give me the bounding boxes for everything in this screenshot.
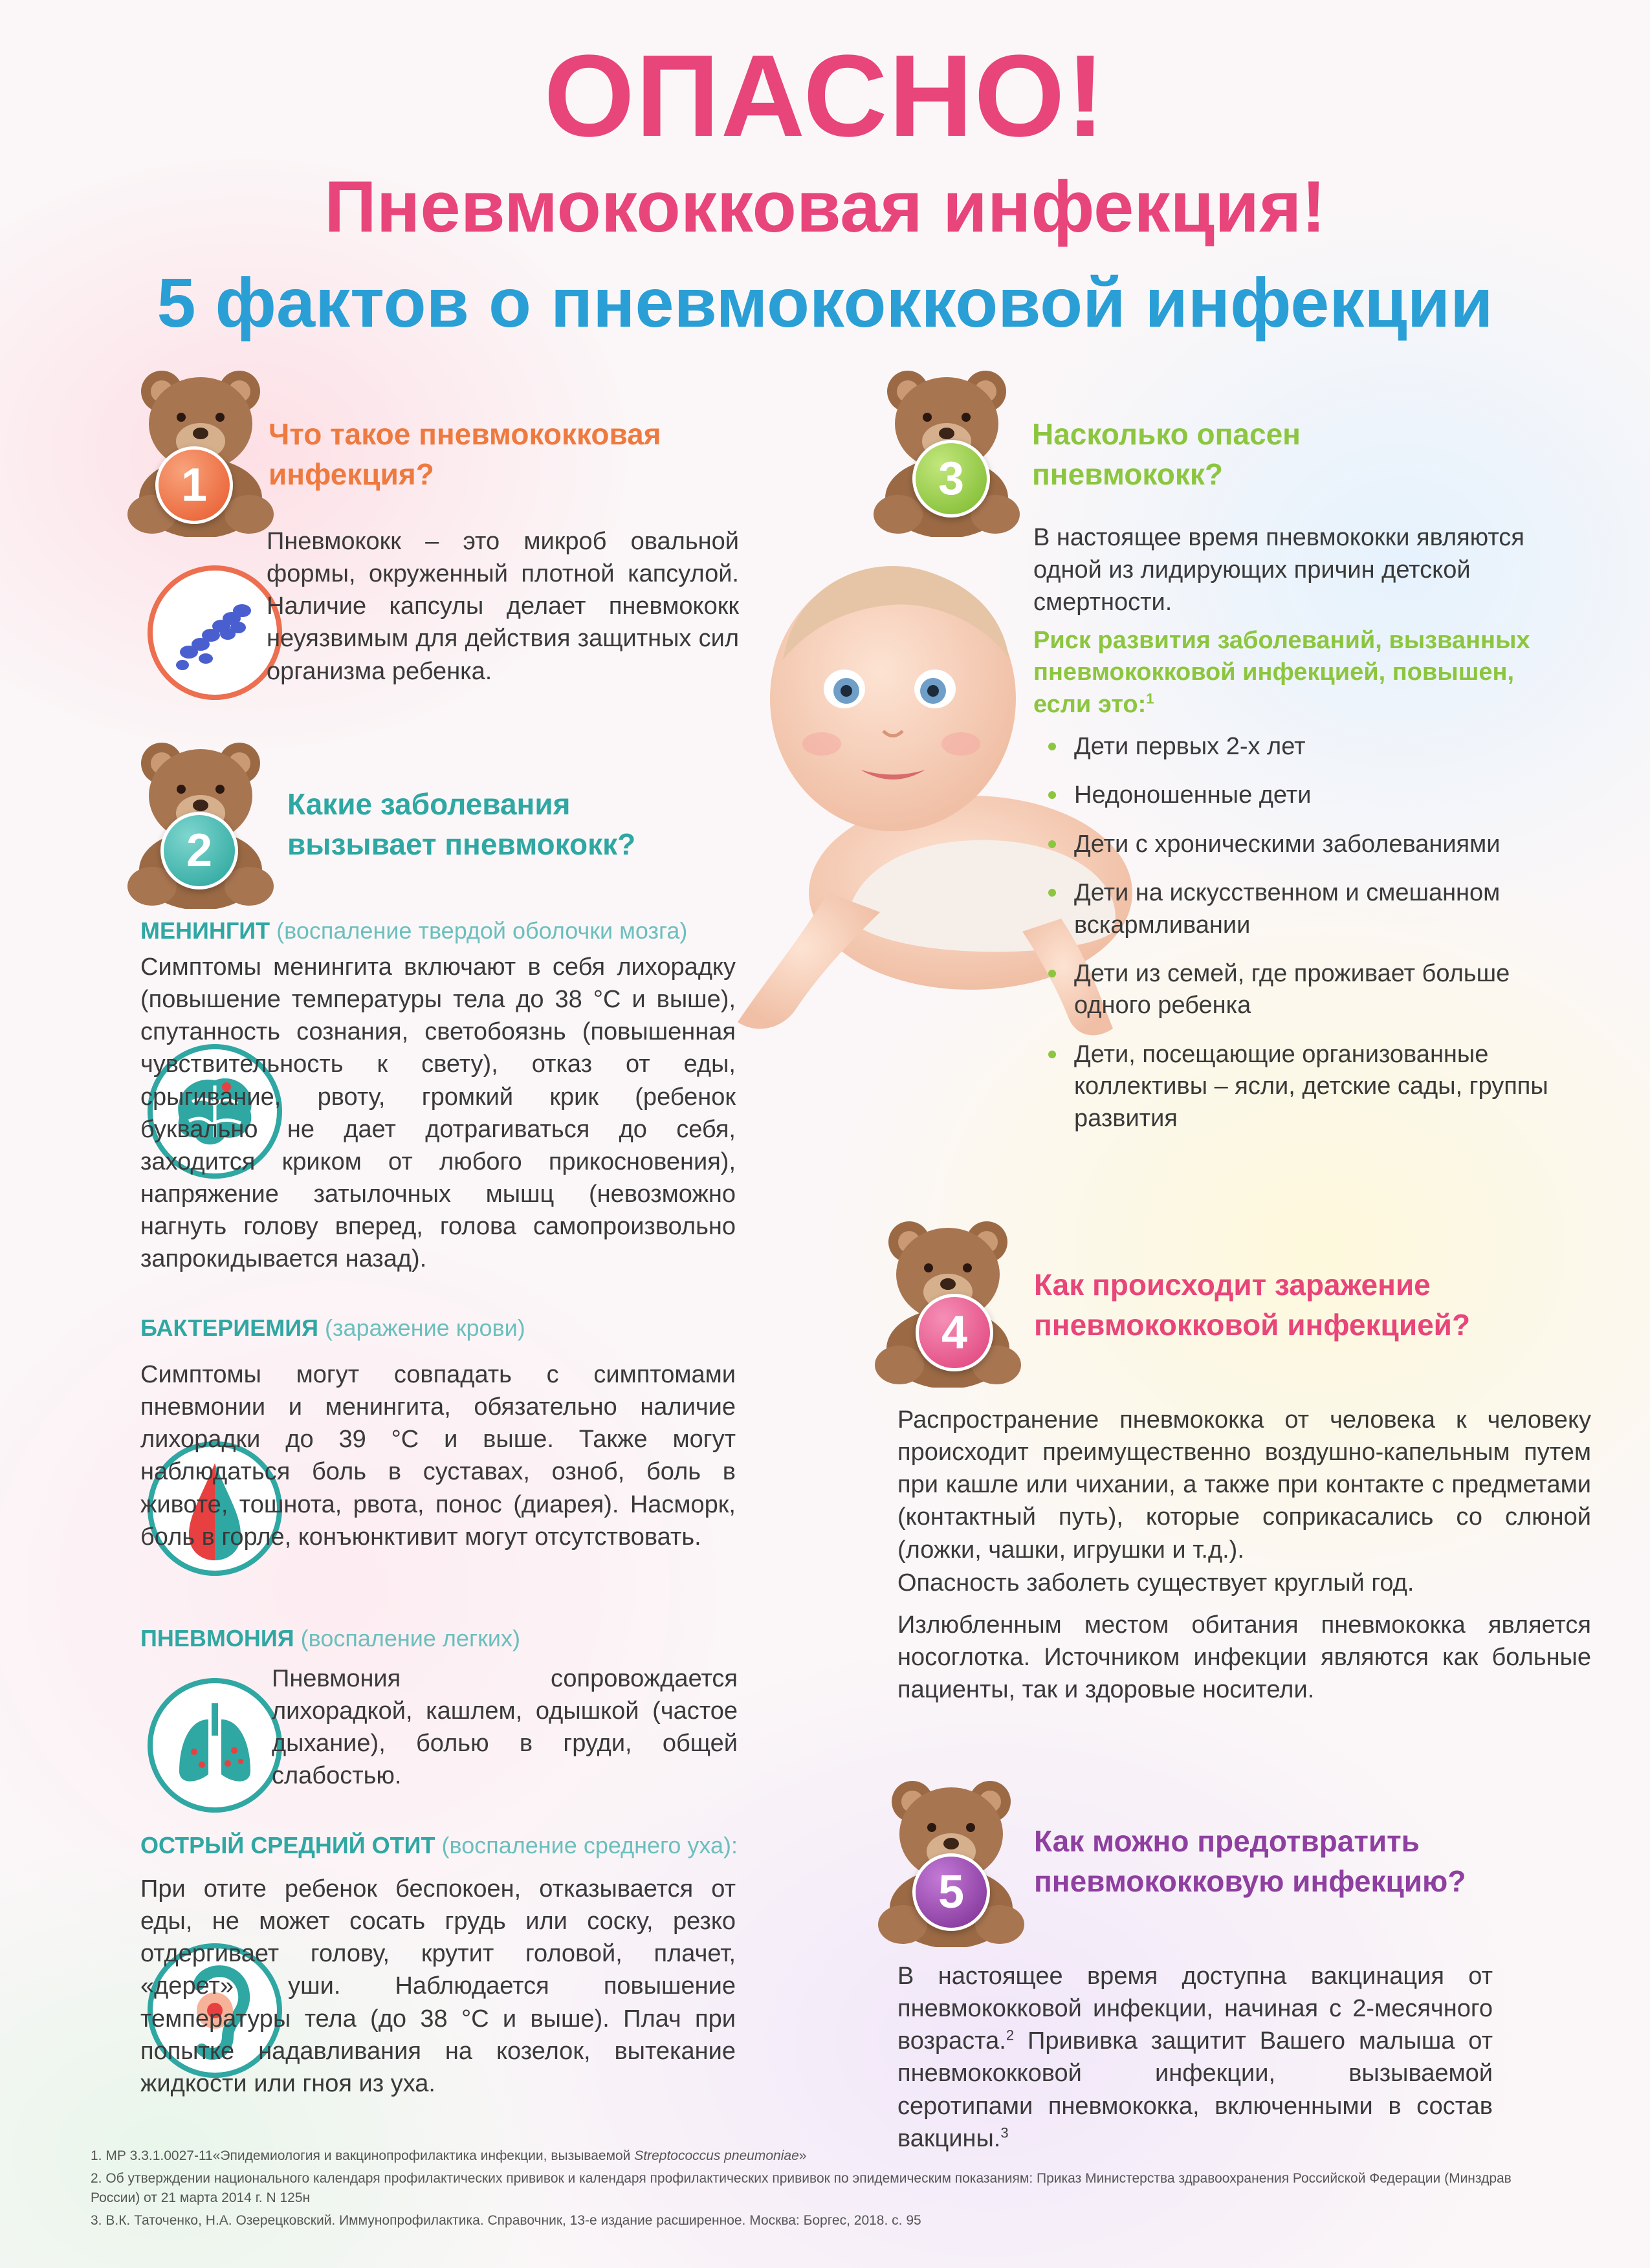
subtitle-facts: 5 фактов о пневмококковой инфекции	[157, 263, 1493, 342]
section-4-text-2: Опасность заболеть существует круглый год.	[897, 1569, 1414, 1597]
risk-heading-text: Риск развития заболеваний, вызванных пневмококковой инфекцией, повышен, если это:	[1033, 627, 1530, 718]
section-number-badge-3: 3	[912, 440, 990, 518]
meningitis-note: (воспаление твердой оболочки мозга)	[276, 917, 688, 944]
footnote-1-latin: Streptococcus pneumoniae	[634, 2148, 799, 2163]
section-5-text-b: Прививка защитит Вашего малыша от пневмококковой инфекции, вызываемой серотипами пневмококка, включенными в состав вакцины.	[897, 2027, 1493, 2152]
section-4-heading: Как происходит заражение пневмококковой инфекцией?	[1034, 1268, 1471, 1342]
section-5-heading: Как можно предотвратить пневмококковую инфекцию?	[1034, 1824, 1466, 1899]
risk-list-item: Дети из семей, где проживает больше одного ребенка	[1043, 958, 1574, 1022]
section-5-text-a: В настоящее время доступна вакцинация от пневмококковой инфекции, начиная с 2-месячного возраста.	[897, 1963, 1493, 2055]
section-number-badge-1: 1	[155, 446, 233, 524]
lungs-icon	[144, 1674, 286, 1816]
footnote-ref-2: 2	[1006, 2027, 1015, 2044]
meningitis-text: Симптомы менингита включают в себя лихорадку (повышение температуры тела до 38 °С и выше), спутанность сознания, светобоязнь (повышенная чувствительность к свету), отказ от еды, срыгивание, рвоту, громкий крик (ребенок буквально не дает дотрагиваться до себя, заходится криком от любого прикосновения), напряжение затылочных мышц (невозможно нагнуть голову вперед, голова самопроизвольно запрокидывается назад).	[140, 954, 736, 1273]
section-3-heading: Насколько опасен пневмококк?	[1032, 417, 1301, 492]
footnote-1	[91, 2146, 1553, 2165]
otitis-title: ОСТРЫЙ СРЕДНИЙ ОТИТ	[140, 1832, 435, 1859]
bacteremia-note: (заражение крови)	[325, 1314, 525, 1341]
risk-list-item: Дети на искусственном и смешанном вскармливании	[1043, 877, 1574, 941]
footnote-3: 3. В.К. Таточенко, Н.А. Озерецковский. Иммунопрофилактика. Справочник, 13-е издание расширенное. Москва: Боргес, 2018. с. 95	[91, 2213, 921, 2229]
section-1-text: Пневмококк – это микроб овальной формы, окруженный плотной капсулой. Наличие капсулы делает пневмококк неуязвимым для действия защитных сил организма ребенка.	[267, 528, 739, 685]
footnotes	[91, 2146, 1553, 2234]
section-4-text-3: Излюбленным местом обитания пневмококка является носоглотка. Источником инфекции являются как больные пациенты, так и здоровые носители.	[897, 1611, 1591, 1704]
pneumonia-note: (воспаление легких)	[300, 1625, 520, 1652]
section-number-badge-5: 5	[912, 1853, 990, 1931]
risk-list-item: Дети первых 2-х лет	[1043, 731, 1574, 763]
footnote-2: 2. Об утверждении национального календаря профилактических прививок и календаря профилактических прививок по эпидемическим показаниям: Приказ Министерства здравоохранения Российской Федерации (Минздрав России) от 21 марта 2014 г. N 125н	[91, 2171, 1512, 2205]
risk-list-item: Дети с хроническими заболеваниями	[1043, 829, 1574, 860]
section-number-badge-4: 4	[916, 1294, 993, 1371]
bacteria-icon	[144, 562, 286, 704]
risk-heading	[1033, 625, 1538, 721]
title-danger: ОПАСНО!	[544, 31, 1106, 161]
bacteremia-subheading	[140, 1314, 755, 1342]
pneumonia-subheading	[140, 1625, 755, 1652]
otitis-subheading	[140, 1832, 755, 1859]
title-infection: Пневмококковая инфекция!	[324, 166, 1326, 247]
bacteremia-title: БАКТЕРИЕМИЯ	[140, 1314, 319, 1341]
footnote-1-text: 1. МР 3.3.1.0027-11«Эпидемиология и вакцинопрофилактика инфекции, вызываемой	[91, 2148, 635, 2163]
meningitis-subheading	[140, 917, 755, 944]
section-5-text	[897, 1960, 1493, 2155]
footnote-ref-3: 3	[1000, 2124, 1009, 2141]
section-1-heading: Что такое пневмококковая инфекция?	[269, 417, 661, 492]
footnote-1-end: »	[798, 2148, 807, 2163]
bacteremia-text: Симптомы могут совпадать с симптомами пневмонии и менингита, обязательно наличие лихорадки до 39 °С и выше. Также могут наблюдаться боль в суставах, озноб, боль в животе, тошнота, рвота, понос (диарея). Насморк, боль в горле, конъюнктивит могут отсутствовать.	[140, 1361, 736, 1551]
otitis-text: При отите ребенок беспокоен, отказывается от еды, не может сосать грудь или соску, резко отдергивает голову, крутит головой, плачет, «дерет» уши. Наблюдается повышение температуры тела (до 38 °С и выше). Плач при попытке надавливания на козелок, вытекание жидкости или гноя из уха.	[140, 1875, 736, 2097]
section-3-text: В настоящее время пневмококки являются одной из лидирующих причин детской смертности.	[1033, 524, 1524, 616]
section-4-text-1: Распространение пневмококка от человека к человеку происходит преимущественно воздушно-капельным путем при кашле или чихании, а также при контакте с предметами (контактный путь), которые соприкасались со слюной (ложки, чашки, игрушки и т.д.).	[897, 1406, 1591, 1564]
risk-list-item: Недоношенные дети	[1043, 780, 1574, 811]
otitis-note: (воспаление среднего уха):	[441, 1832, 738, 1859]
risk-footnote-ref: 1	[1146, 690, 1154, 707]
pneumonia-title: ПНЕВМОНИЯ	[140, 1625, 294, 1652]
pneumonia-text: Пневмония сопровождается лихорадкой, кашлем, одышкой (частое дыхание), болью в груди, общей слабостью.	[272, 1665, 738, 1790]
section-2-heading: Какие заболевания вызывает пневмококк?	[287, 787, 636, 862]
risk-list-item: Дети, посещающие организованные коллективы – ясли, детские сады, группы развития	[1043, 1039, 1574, 1135]
risk-list	[1043, 731, 1574, 1151]
meningitis-title: МЕНИНГИТ	[140, 917, 270, 944]
section-number-badge-2: 2	[160, 812, 238, 889]
